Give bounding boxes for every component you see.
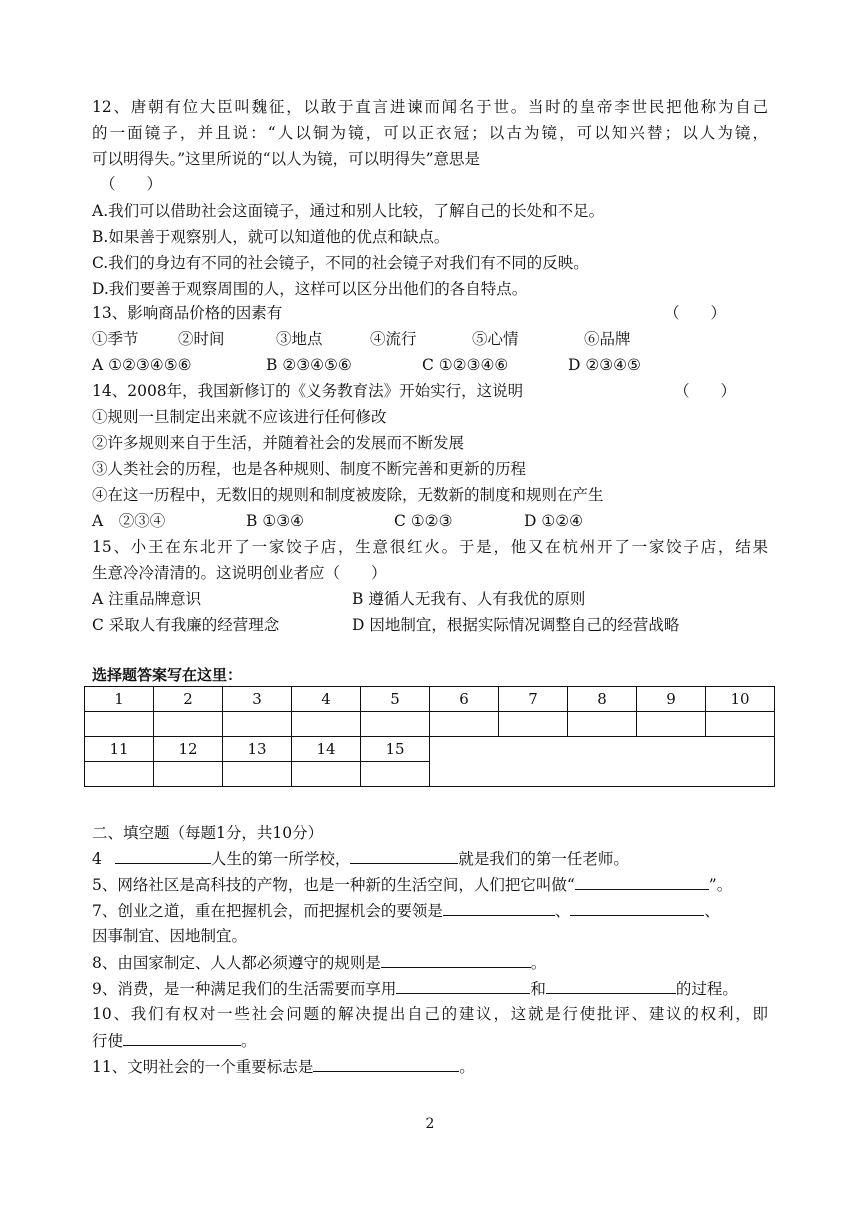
fill-text: 。 bbox=[530, 954, 547, 972]
fill-blank[interactable] bbox=[115, 845, 211, 864]
fill-blank[interactable] bbox=[396, 975, 530, 994]
fill-text: 5、网络社区是高科技的产物，也是一种新的生活空间，人们把它叫做“ bbox=[92, 876, 575, 894]
fill-item-8 bbox=[92, 949, 546, 976]
fill-item-9 bbox=[92, 975, 738, 1002]
fill-blank[interactable] bbox=[570, 897, 704, 916]
q13-option: C ①②③④⑥ bbox=[422, 356, 509, 374]
q12-option-b: B.如果善于观察别人，就可以知道他的优点和缺点。 bbox=[92, 228, 450, 246]
q14-statement-1: ①规则一旦制定出来就不应该进行任何修改 bbox=[92, 408, 387, 426]
answer-number-cell: 9 bbox=[637, 687, 706, 712]
q12-line-2: 的一面镜子，并且说：“人以铜为镜，可以正衣冠；以古为镜，可以知兴替；以人为镜， bbox=[92, 124, 768, 142]
fill-text: 、 bbox=[554, 902, 571, 920]
answer-number-cell: 11 bbox=[85, 737, 154, 762]
fill-blank[interactable] bbox=[350, 845, 458, 864]
answer-blank-cell[interactable] bbox=[292, 712, 361, 737]
q13-factor: ⑥品牌 bbox=[584, 330, 631, 348]
answer-blank-cell[interactable] bbox=[499, 712, 568, 737]
fill-text: 、 bbox=[704, 902, 720, 920]
q12-line-3: 可以明得失。”这里所说的“以人为镜，可以明得失”意思是 bbox=[92, 150, 481, 168]
q12-option-c: C.我们的身边有不同的社会镜子，不同的社会镜子对我们有不同的反映。 bbox=[92, 254, 589, 272]
q14-option: A ②③④ bbox=[92, 512, 166, 530]
answer-blank-cell[interactable] bbox=[637, 712, 706, 737]
q14-statement-4: ④在这一历程中，无数旧的规则和制度被废除，无数新的制度和规则在产生 bbox=[92, 486, 604, 504]
fill-text: 就是我们的第一任老师。 bbox=[458, 850, 629, 868]
fill-item-10: 10、我们有权对一些社会问题的解决提出自己的建议，这就是行使批评、建议的权利，即 bbox=[92, 1005, 768, 1023]
q15-option-c: C 采取人有我廉的经营理念 bbox=[92, 616, 280, 634]
q13-option: A ①②③④⑤⑥ bbox=[92, 356, 192, 374]
q13-factor: ①季节 bbox=[92, 330, 139, 348]
answer-blank-cell[interactable] bbox=[361, 762, 430, 787]
q15-option-d: D 因地制宜，根据实际情况调整自己的经营战略 bbox=[352, 616, 680, 634]
answer-number-cell: 15 bbox=[361, 737, 430, 762]
q14-answer-paren: （ ） bbox=[674, 382, 737, 400]
answer-blank-cell[interactable] bbox=[85, 762, 154, 787]
q13-factor: ④流行 bbox=[370, 330, 417, 348]
answer-header-row bbox=[85, 737, 775, 762]
answer-blank-cell[interactable] bbox=[568, 712, 637, 737]
fill-blank[interactable] bbox=[575, 871, 709, 890]
q12-option-d: D.我们要善于观察周围的人，这样可以区分出他们的各自特点。 bbox=[92, 280, 528, 298]
q15-option-b: B 遵循人无我有、人有我优的原则 bbox=[352, 590, 586, 608]
q12-answer-paren: （ ） bbox=[100, 175, 163, 193]
answer-blank-cell[interactable] bbox=[361, 712, 430, 737]
fill-item-10-cont bbox=[92, 1027, 257, 1054]
answer-table-title: 选择题答案写在这里： bbox=[92, 666, 243, 684]
answer-number-cell: 14 bbox=[292, 737, 361, 762]
answer-number-cell: 6 bbox=[430, 687, 499, 712]
answer-number-cell: 5 bbox=[361, 687, 430, 712]
answer-number-cell: 8 bbox=[568, 687, 637, 712]
q13-answer-paren: （ ） bbox=[664, 304, 727, 322]
fill-text: 4 bbox=[92, 850, 102, 868]
q14-option: C ①②③ bbox=[394, 512, 453, 530]
q14-statement-2: ②许多规则来自于生活，并随着社会的发展而不断发展 bbox=[92, 434, 465, 452]
answer-blank-cell[interactable] bbox=[430, 712, 499, 737]
answer-number-cell: 7 bbox=[499, 687, 568, 712]
section-2-title: 二、填空题（每题1分，共10分） bbox=[92, 824, 324, 842]
answer-number-cell: 10 bbox=[706, 687, 775, 712]
q14-options bbox=[92, 508, 583, 534]
answer-header-row bbox=[85, 687, 775, 712]
q13-options bbox=[92, 352, 641, 378]
answer-number-cell: 13 bbox=[223, 737, 292, 762]
answer-blank-cell[interactable] bbox=[223, 712, 292, 737]
q14-option: B ①③④ bbox=[246, 512, 305, 530]
fill-item-4 bbox=[92, 845, 629, 872]
fill-blank[interactable] bbox=[443, 897, 555, 916]
answer-blank-cell[interactable] bbox=[706, 712, 775, 737]
answer-number-cell: 3 bbox=[223, 687, 292, 712]
q14-stem: 14、2008年，我国新修订的《义务教育法》开始实行，这说明 bbox=[92, 382, 524, 400]
q13-stem: 13、影响商品价格的因素有 bbox=[92, 304, 283, 322]
q14-option: D ①②④ bbox=[524, 512, 584, 530]
fill-item-5 bbox=[92, 871, 732, 898]
q13-factor: ②时间 bbox=[178, 330, 225, 348]
fill-text: 和 bbox=[530, 980, 546, 998]
q15-line-2: 生意冷冷清清的。这说明创业者应（ ） bbox=[92, 564, 387, 582]
fill-text: 人生的第一所学校， bbox=[210, 850, 351, 868]
q15-option-a: A 注重品牌意识 bbox=[92, 590, 202, 608]
q15-line-1: 15、小王在东北开了一家饺子店，生意很红火。于是，他又在杭州开了一家饺子店，结果 bbox=[92, 538, 768, 556]
answer-blank-cell[interactable] bbox=[154, 762, 223, 787]
fill-text: 7、创业之道，重在把握机会，而把握机会的要领是 bbox=[92, 902, 443, 920]
answer-number-cell: 1 bbox=[85, 687, 154, 712]
fill-blank[interactable] bbox=[546, 975, 676, 994]
q13-factor: ③地点 bbox=[276, 330, 323, 348]
fill-text: 9、消费，是一种满足我们的生活需要而享用 bbox=[92, 980, 397, 998]
answer-blank-cell[interactable] bbox=[292, 762, 361, 787]
q13-option: D ②③④⑤ bbox=[568, 356, 641, 374]
q14-statement-3: ③人类社会的历程，也是各种规则、制度不断完善和更新的历程 bbox=[92, 460, 527, 478]
q12-option-a: A.我们可以借助社会这面镜子，通过和别人比较，了解自己的长处和不足。 bbox=[92, 202, 605, 220]
q12-line-1: 12、唐朝有位大臣叫魏征，以敢于直言进谏而闻名于世。当时的皇帝李世民把他称为自己 bbox=[92, 98, 768, 116]
answer-blank-cell[interactable] bbox=[85, 712, 154, 737]
q13-factor: ⑤心情 bbox=[472, 330, 519, 348]
answer-number-cell: 12 bbox=[154, 737, 223, 762]
fill-text: 11、文明社会的一个重要标志是 bbox=[92, 1058, 314, 1076]
fill-text: ”。 bbox=[708, 876, 733, 894]
answer-table bbox=[84, 686, 775, 787]
fill-text: 。 bbox=[241, 1032, 257, 1050]
fill-item-7-cont: 因事制宜、因地制宜。 bbox=[92, 927, 248, 945]
answer-number-cell: 4 bbox=[292, 687, 361, 712]
q13-factors bbox=[92, 326, 631, 352]
fill-text: 。 bbox=[459, 1058, 475, 1076]
fill-blank[interactable] bbox=[123, 1027, 241, 1046]
fill-text: 8、由国家制定、人人都必须遵守的规则是 bbox=[92, 954, 381, 972]
fill-blank[interactable] bbox=[381, 949, 531, 968]
answer-blank-row bbox=[85, 712, 775, 737]
fill-item-7 bbox=[92, 897, 720, 924]
q13-option: B ②③④⑤⑥ bbox=[266, 356, 352, 374]
page-number: 2 bbox=[425, 1116, 435, 1132]
answer-blank-cell[interactable] bbox=[154, 712, 223, 737]
answer-number-cell: 2 bbox=[154, 687, 223, 712]
fill-text: 的过程。 bbox=[675, 980, 738, 998]
answer-empty-area bbox=[430, 737, 775, 787]
fill-item-11 bbox=[92, 1053, 475, 1080]
fill-text: 行使 bbox=[92, 1032, 124, 1050]
answer-blank-cell[interactable] bbox=[223, 762, 292, 787]
fill-blank[interactable] bbox=[313, 1053, 459, 1072]
